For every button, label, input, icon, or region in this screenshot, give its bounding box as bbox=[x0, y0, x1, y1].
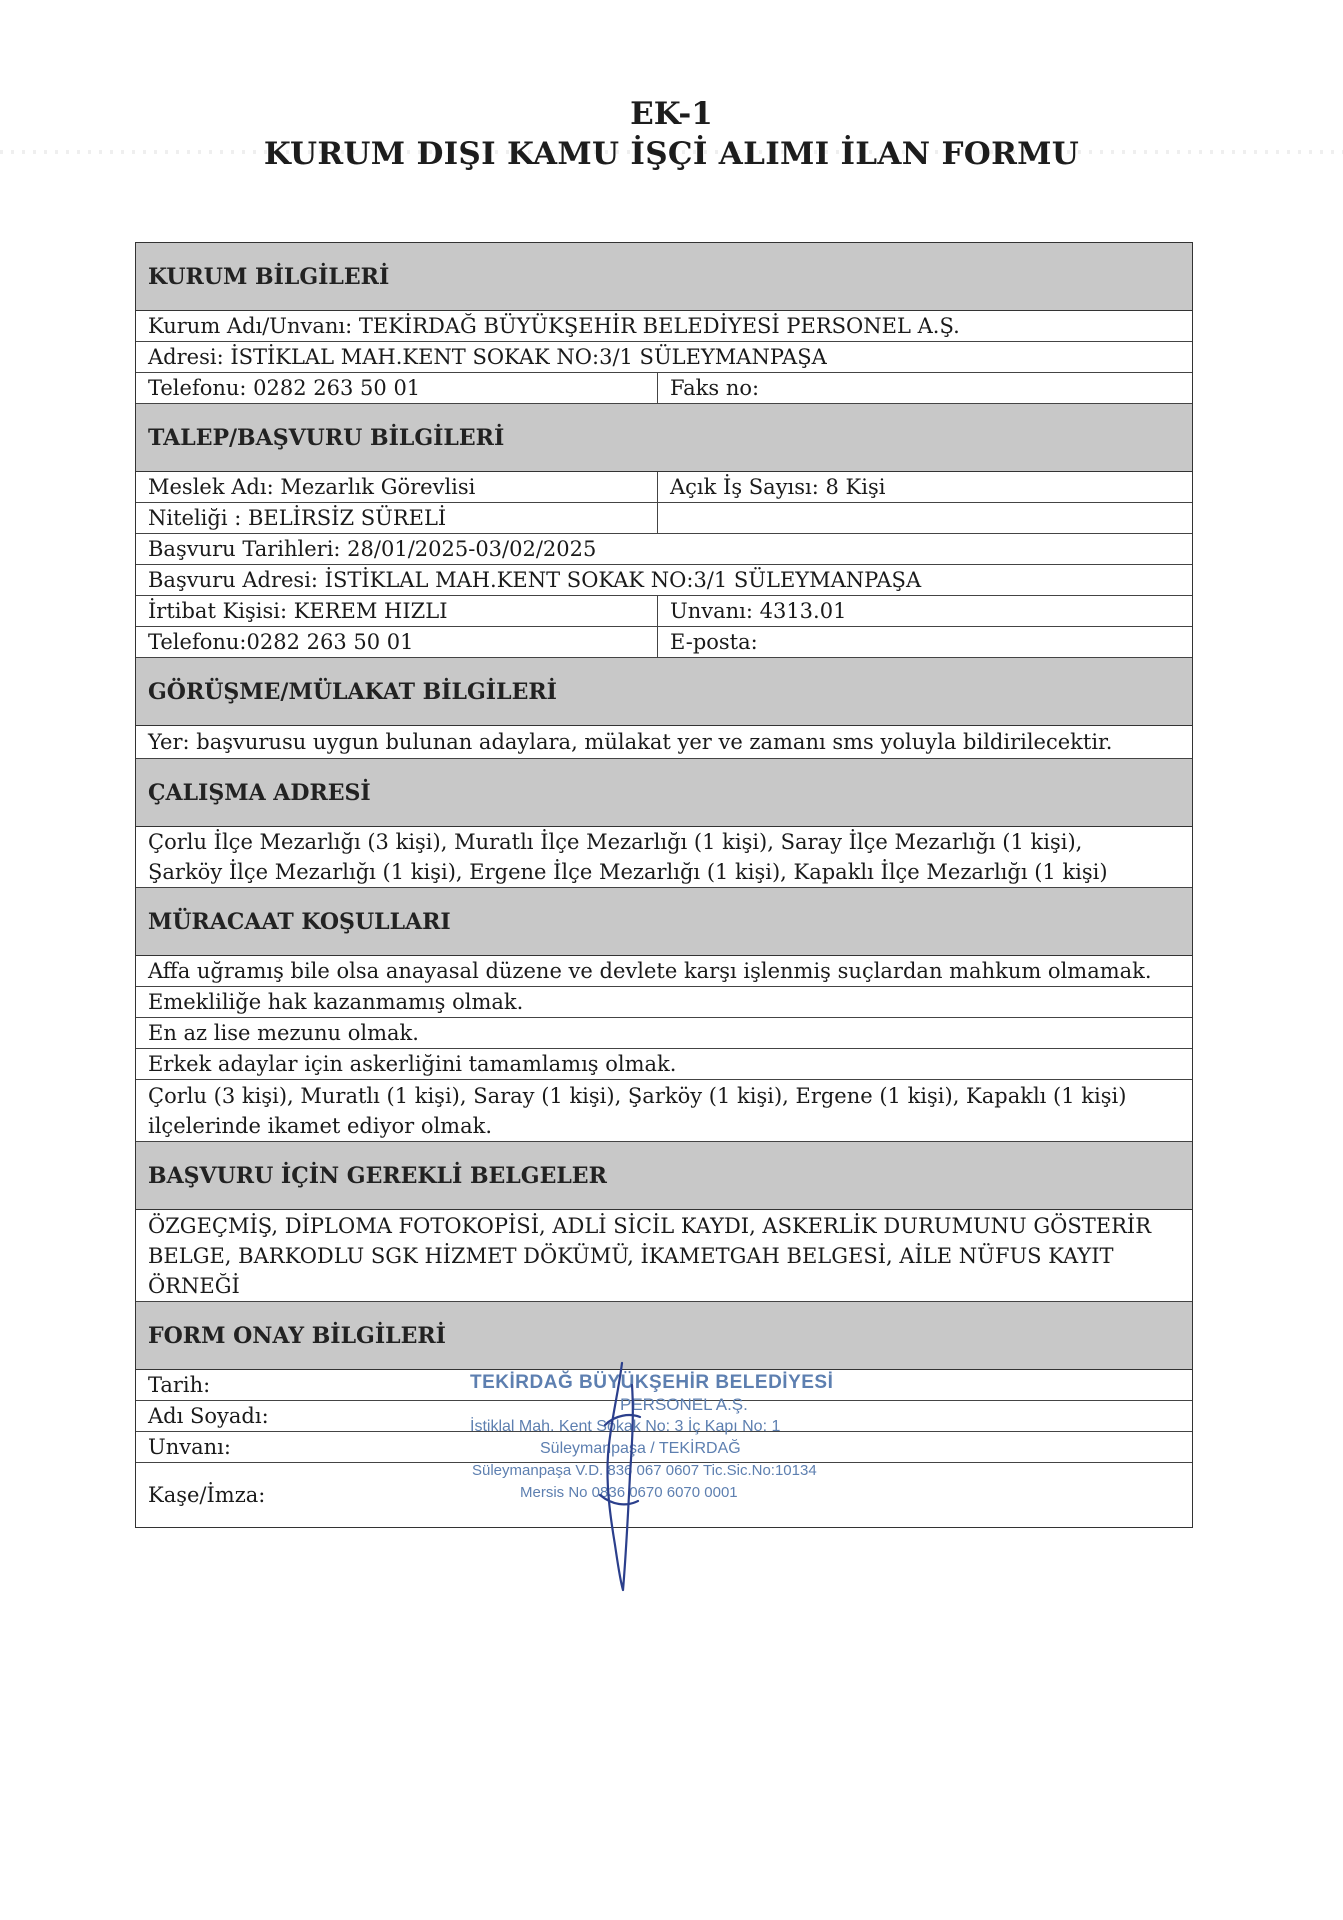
row-irtibat bbox=[136, 596, 1192, 627]
talep-eposta: E-posta: bbox=[670, 630, 758, 654]
kosul-5-line-1: Çorlu (3 kişi), Muratlı (1 kişi), Saray (1 kişi), Şarköy (1 kişi), Ergene (1 kişi), Kapaklı (1 kişi) bbox=[148, 1083, 1127, 1108]
stamp-line-2: PERSONEL A.Ş. bbox=[620, 1395, 748, 1414]
onay-adi-soyadi: Adı Soyadı: bbox=[148, 1404, 269, 1428]
belgeler-line-2: BELGE, BARKODLU SGK HİZMET DÖKÜMÜ, İKAMETGAH BELGESİ, AİLE NÜFUS KAYIT bbox=[148, 1243, 1114, 1268]
calisma-line-1: Çorlu İlçe Mezarlığı (3 kişi), Muratlı İlçe Mezarlığı (1 kişi), Saray İlçe Mezarlığı (1 kişi), bbox=[148, 830, 1083, 854]
basvuru-tarihleri: Başvuru Tarihleri: 28/01/2025-03/02/2025 bbox=[148, 537, 597, 561]
row-kosul-3 bbox=[136, 1018, 1192, 1049]
gorusme-yer: Yer: başvurusu uygun bulunan adaylara, mülakat yer ve zamanı sms yoluyla bildirilecektir. bbox=[148, 730, 1113, 754]
row-basvuru-adres bbox=[136, 565, 1192, 596]
kosul-5 bbox=[136, 1080, 1192, 1141]
kurum-adi: Kurum Adı/Unvanı: TEKİRDAĞ BÜYÜKŞEHİR BELEDİYESİ PERSONEL A.Ş. bbox=[148, 314, 960, 338]
onay-kase-imza: Kaşe/İmza: bbox=[148, 1483, 266, 1507]
meslek-adi: Meslek Adı: Mezarlık Görevlisi bbox=[136, 472, 658, 502]
section-gorusme: GÖRÜŞME/MÜLAKAT BİLGİLERİ bbox=[136, 658, 1192, 726]
kurum-telefon: Telefonu: 0282 263 50 01 bbox=[136, 373, 658, 403]
onay-tarih: Tarih: bbox=[148, 1373, 211, 1397]
form-code: EK-1 bbox=[630, 96, 713, 132]
row-tarihler bbox=[136, 534, 1192, 565]
row-kosul-5 bbox=[136, 1080, 1192, 1142]
section-belgeler: BAŞVURU İÇİN GEREKLİ BELGELER bbox=[136, 1142, 1192, 1210]
form-title: KURUM DIŞI KAMU İŞÇİ ALIMI İLAN FORMU bbox=[263, 136, 1080, 172]
nitelik-empty bbox=[658, 503, 1192, 533]
section-calisma: ÇALIŞMA ADRESİ bbox=[136, 759, 1192, 827]
row-kurum-adi bbox=[136, 311, 1192, 342]
section-kurum: KURUM BİLGİLERİ bbox=[136, 243, 1192, 311]
stamp-line-3: İstiklal Mah. Kent Sokak No: 3 İç Kapı No: 1 bbox=[470, 1418, 781, 1435]
stamp-line-1: TEKİRDAĞ BÜYÜKŞEHİR BELEDİYESİ bbox=[470, 1372, 834, 1393]
row-gorusme-yer bbox=[136, 726, 1192, 759]
calisma-adresi bbox=[136, 827, 1192, 887]
row-belgeler bbox=[136, 1210, 1192, 1302]
row-kurum-adres bbox=[136, 342, 1192, 373]
row-nitelik bbox=[136, 503, 1192, 534]
irtibat-kisisi: İrtibat Kişisi: KEREM HIZLI bbox=[136, 596, 658, 626]
kurum-adres: Adresi: İSTİKLAL MAH.KENT SOKAK NO:3/1 SÜLEYMANPAŞA bbox=[148, 345, 827, 369]
kosul-3: En az lise mezunu olmak. bbox=[148, 1021, 419, 1045]
signature bbox=[560, 1355, 670, 1595]
kurum-faks: Faks no: bbox=[670, 376, 760, 400]
calisma-line-2: Şarköy İlçe Mezarlığı (1 kişi), Ergene İlçe Mezarlığı (1 kişi), Kapaklı İlçe Mezarlığı (1 kişi) bbox=[148, 860, 1108, 884]
page-header bbox=[0, 94, 1343, 174]
row-kosul-2 bbox=[136, 987, 1192, 1018]
kosul-4: Erkek adaylar için askerliğini tamamlamış olmak. bbox=[148, 1052, 677, 1076]
basvuru-adresi: Başvuru Adresi: İSTİKLAL MAH.KENT SOKAK NO:3/1 SÜLEYMANPAŞA bbox=[148, 568, 922, 592]
irtibat-unvan: Unvanı: 4313.01 bbox=[670, 599, 847, 623]
section-onay: FORM ONAY BİLGİLERİ bbox=[136, 1302, 1192, 1370]
onay-unvani: Unvanı: bbox=[148, 1435, 231, 1459]
row-kosul-1 bbox=[136, 956, 1192, 987]
row-kosul-4 bbox=[136, 1049, 1192, 1080]
stamp-line-4: Süleymanpaşa / TEKİRDAĞ bbox=[540, 1440, 741, 1457]
kosul-2: Emekliliğe hak kazanmamış olmak. bbox=[148, 990, 524, 1014]
niteligi: Niteliği : BELİRSİZ SÜRELİ bbox=[136, 503, 658, 533]
gerekli-belgeler bbox=[136, 1210, 1192, 1301]
announcement-form bbox=[135, 242, 1193, 1528]
row-calisma bbox=[136, 827, 1192, 888]
section-muracaat: MÜRACAAT KOŞULLARI bbox=[136, 888, 1192, 956]
section-talep: TALEP/BAŞVURU BİLGİLERİ bbox=[136, 404, 1192, 472]
row-kurum-telefon bbox=[136, 373, 1192, 404]
belgeler-line-1: ÖZGEÇMİŞ, DİPLOMA FOTOKOPİSİ, ADLİ SİCİL KAYDI, ASKERLİK DURUMUNU GÖSTERİR bbox=[148, 1213, 1152, 1238]
stamp-line-6: Mersis No 0836 0670 6070 0001 bbox=[520, 1484, 738, 1501]
row-meslek bbox=[136, 472, 1192, 503]
belgeler-line-3: ÖRNEĞİ bbox=[148, 1273, 240, 1298]
scan-artifact bbox=[0, 150, 1343, 154]
stamp-line-5: Süleymanpaşa V.D. 836 067 0607 Tic.Sic.No:10134 bbox=[472, 1462, 817, 1479]
acik-is-sayisi: Açık İş Sayısı: 8 Kişi bbox=[670, 475, 886, 499]
row-talep-telefon bbox=[136, 627, 1192, 658]
kosul-5-line-2: ilçelerinde ikamet ediyor olmak. bbox=[148, 1113, 493, 1138]
company-stamp bbox=[470, 1372, 870, 1562]
kosul-1: Affa uğramış bile olsa anayasal düzene ve devlete karşı işlenmiş suçlardan mahkum olmamak. bbox=[148, 959, 1152, 983]
talep-telefon: Telefonu:0282 263 50 01 bbox=[136, 627, 658, 657]
